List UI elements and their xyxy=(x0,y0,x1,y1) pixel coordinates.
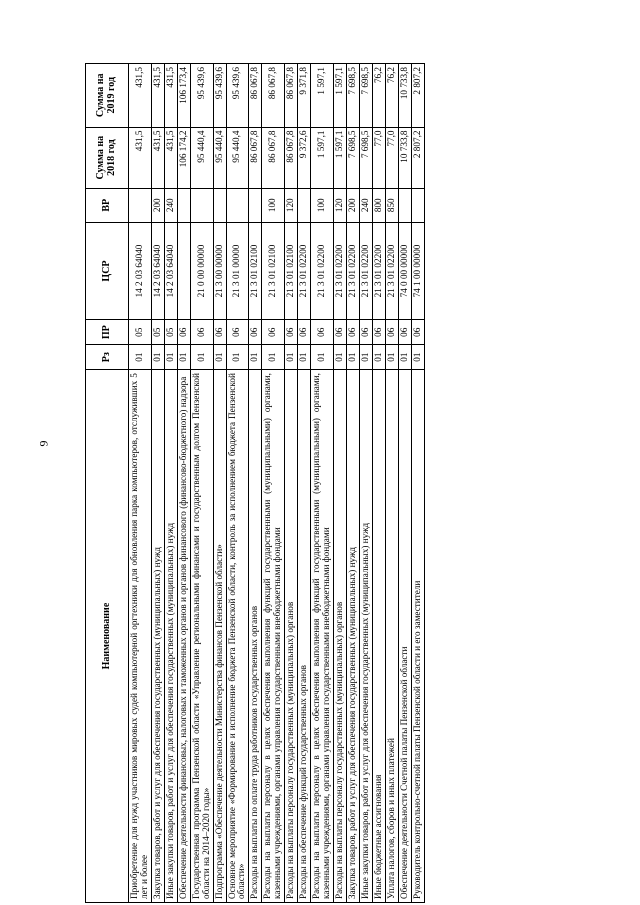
table-body xyxy=(129,64,425,903)
cell-sum-2018: 7 698,5 xyxy=(359,127,372,188)
cell-pr: 06 xyxy=(385,320,398,345)
table-row xyxy=(359,64,372,903)
cell-csr: 21 3 01 02200 xyxy=(372,222,385,320)
cell-rz: 01 xyxy=(398,345,411,370)
cell-rz: 01 xyxy=(177,345,190,370)
table-row xyxy=(249,64,262,903)
header-sum-2018: Сумма на 2018 год xyxy=(86,127,129,188)
cell-name: Обеспечение деятельности Счетной палаты Пензенской области xyxy=(398,370,411,903)
cell-csr: 21 3 01 02200 xyxy=(359,222,372,320)
cell-vr: 120 xyxy=(333,188,346,222)
cell-sum-2019: 86 067,8 xyxy=(285,64,298,128)
header-pr: ПР xyxy=(86,320,129,345)
cell-pr: 06 xyxy=(333,320,346,345)
cell-csr: 14 2 03 64040 xyxy=(129,222,152,320)
cell-rz: 01 xyxy=(190,345,213,370)
cell-sum-2018: 1 597,1 xyxy=(333,127,346,188)
cell-vr: 850 xyxy=(385,188,398,222)
cell-rz: 01 xyxy=(359,345,372,370)
cell-rz: 01 xyxy=(411,345,424,370)
cell-csr xyxy=(177,222,190,320)
cell-vr xyxy=(411,188,424,222)
cell-sum-2019: 7 698,5 xyxy=(359,64,372,128)
table-header xyxy=(86,64,129,903)
cell-rz: 01 xyxy=(285,345,298,370)
cell-pr: 06 xyxy=(285,320,298,345)
cell-vr: 240 xyxy=(164,188,177,222)
cell-sum-2019: 76,2 xyxy=(385,64,398,128)
cell-sum-2019: 9 371,8 xyxy=(298,64,311,128)
cell-name: Иные закупки товаров, работ и услуг для обеспечения государственных (муниципальных) нужд xyxy=(164,370,177,903)
cell-name: Закупка товаров, работ и услуг для обеспечения государственных (муниципальных) нужд xyxy=(151,370,164,903)
cell-pr: 06 xyxy=(398,320,411,345)
cell-sum-2018: 7 698,5 xyxy=(346,127,359,188)
cell-pr: 06 xyxy=(311,320,334,345)
header-csr: ЦСР xyxy=(86,222,129,320)
cell-pr: 06 xyxy=(411,320,424,345)
cell-rz: 01 xyxy=(213,345,226,370)
cell-csr: 14 2 03 64040 xyxy=(151,222,164,320)
cell-vr: 100 xyxy=(311,188,334,222)
table-row xyxy=(311,64,334,903)
cell-pr: 06 xyxy=(359,320,372,345)
cell-name: Приобретение для нужд участников мировых судей компьютерной оргтехники для обновления парка компьютеров, отслуживших 5 лет и более xyxy=(129,370,152,903)
budget-table-container xyxy=(85,63,425,903)
cell-vr xyxy=(190,188,213,222)
cell-csr: 21 3 01 02200 xyxy=(346,222,359,320)
cell-pr: 06 xyxy=(298,320,311,345)
cell-sum-2019: 10 733,8 xyxy=(398,64,411,128)
cell-sum-2018: 9 372,6 xyxy=(298,127,311,188)
cell-sum-2019: 2 807,2 xyxy=(411,64,424,128)
table-row xyxy=(151,64,164,903)
cell-name: Государственная программа Пензенской области «Управление региональными финансами и государственным долгом Пензенской области на 2014–2020 годы» xyxy=(190,370,213,903)
cell-sum-2018: 10 733,8 xyxy=(398,127,411,188)
cell-vr: 200 xyxy=(151,188,164,222)
cell-sum-2018: 95 440,4 xyxy=(213,127,226,188)
cell-csr: 21 3 01 02200 xyxy=(298,222,311,320)
cell-name: Обеспечение деятельности финансовых, налоговых и таможенных органов и органов финансового (финансово-бюджетного) надзора xyxy=(177,370,190,903)
page-number: 9 xyxy=(36,440,51,447)
cell-sum-2018: 86 067,8 xyxy=(285,127,298,188)
cell-csr: 21 3 01 02200 xyxy=(311,222,334,320)
cell-sum-2018: 106 174,2 xyxy=(177,127,190,188)
cell-csr: 21 3 01 02100 xyxy=(262,222,285,320)
cell-csr: 74 1 00 00000 xyxy=(411,222,424,320)
table-row xyxy=(398,64,411,903)
cell-csr: 21 3 01 00000 xyxy=(226,222,249,320)
header-rz: Рз xyxy=(86,345,129,370)
cell-sum-2018: 431,5 xyxy=(164,127,177,188)
cell-rz: 01 xyxy=(226,345,249,370)
cell-csr: 21 3 01 02100 xyxy=(249,222,262,320)
cell-rz: 01 xyxy=(151,345,164,370)
cell-name: Расходы на выплаты персоналу государственных (муниципальных) органов xyxy=(333,370,346,903)
cell-sum-2019: 86 067,8 xyxy=(262,64,285,128)
cell-name: Расходы на выплаты персоналу государственных (муниципальных) органов xyxy=(285,370,298,903)
cell-vr xyxy=(398,188,411,222)
cell-name: Иные закупки товаров, работ и услуг для обеспечения государственных (муниципальных) нужд xyxy=(359,370,372,903)
cell-rz: 01 xyxy=(333,345,346,370)
cell-pr: 06 xyxy=(346,320,359,345)
cell-pr: 05 xyxy=(129,320,152,345)
cell-name: Закупка товаров, работ и услуг для обеспечения государственных (муниципальных) нужд xyxy=(346,370,359,903)
cell-name: Подпрограмма «Обеспечение деятельности Министерства финансов Пензенской области» xyxy=(213,370,226,903)
cell-rz: 01 xyxy=(249,345,262,370)
cell-sum-2018: 77,0 xyxy=(385,127,398,188)
header-sum-2019: Сумма на 2019 год xyxy=(86,64,129,128)
cell-sum-2018: 95 440,4 xyxy=(190,127,213,188)
cell-csr: 21 3 01 02100 xyxy=(285,222,298,320)
cell-pr: 06 xyxy=(177,320,190,345)
table-row xyxy=(333,64,346,903)
cell-csr: 14 2 03 64040 xyxy=(164,222,177,320)
cell-sum-2019: 106 173,4 xyxy=(177,64,190,128)
cell-sum-2019: 95 439,6 xyxy=(226,64,249,128)
cell-name: Расходы на выплаты персоналу в целях обеспечения выполнения функций государственными (муниципальными) органами, казенными учреждениями, органами управления государственными внебюджетными фондами xyxy=(262,370,285,903)
header-vr: ВР xyxy=(86,188,129,222)
cell-csr: 21 3 00 00000 xyxy=(213,222,226,320)
cell-sum-2019: 431,5 xyxy=(164,64,177,128)
cell-pr: 06 xyxy=(262,320,285,345)
cell-rz: 01 xyxy=(164,345,177,370)
table-row xyxy=(177,64,190,903)
cell-sum-2019: 431,5 xyxy=(129,64,152,128)
cell-pr: 05 xyxy=(164,320,177,345)
table-row xyxy=(285,64,298,903)
cell-vr: 200 xyxy=(346,188,359,222)
table-row xyxy=(346,64,359,903)
cell-pr: 06 xyxy=(249,320,262,345)
cell-vr xyxy=(177,188,190,222)
table-row xyxy=(190,64,213,903)
table-row xyxy=(213,64,226,903)
cell-rz: 01 xyxy=(385,345,398,370)
cell-sum-2019: 7 698,5 xyxy=(346,64,359,128)
cell-csr: 21 3 01 02200 xyxy=(333,222,346,320)
cell-pr: 06 xyxy=(372,320,385,345)
table-row xyxy=(129,64,152,903)
table-row xyxy=(372,64,385,903)
cell-name: Расходы на выплаты по оплате труда работников государственных органов xyxy=(249,370,262,903)
cell-sum-2019: 1 597,1 xyxy=(333,64,346,128)
cell-rz: 01 xyxy=(311,345,334,370)
cell-sum-2019: 86 067,8 xyxy=(249,64,262,128)
cell-csr: 74 0 00 00000 xyxy=(398,222,411,320)
cell-rz: 01 xyxy=(129,345,152,370)
cell-sum-2018: 431,5 xyxy=(151,127,164,188)
cell-vr xyxy=(213,188,226,222)
cell-sum-2018: 95 440,4 xyxy=(226,127,249,188)
table-row xyxy=(385,64,398,903)
cell-csr: 21 3 01 02200 xyxy=(385,222,398,320)
cell-name: Расходы на выплаты персоналу в целях обеспечения выполнения функций государственными (муниципальными) органами, казенными учреждениями, органами управления государственными внебюджетными фондами xyxy=(311,370,334,903)
table-row xyxy=(411,64,424,903)
table-row xyxy=(226,64,249,903)
cell-pr: 05 xyxy=(151,320,164,345)
cell-vr: 240 xyxy=(359,188,372,222)
cell-sum-2018: 431,5 xyxy=(129,127,152,188)
cell-rz: 01 xyxy=(298,345,311,370)
cell-name: Руководитель контрольно-счетной палаты Пензенской области и его заместители xyxy=(411,370,424,903)
cell-sum-2018: 86 067,8 xyxy=(262,127,285,188)
table-row xyxy=(164,64,177,903)
cell-sum-2018: 77,0 xyxy=(372,127,385,188)
cell-csr: 21 0 00 00000 xyxy=(190,222,213,320)
cell-pr: 06 xyxy=(213,320,226,345)
cell-pr: 06 xyxy=(190,320,213,345)
cell-vr xyxy=(129,188,152,222)
budget-table xyxy=(85,63,425,903)
cell-sum-2019: 95 439,6 xyxy=(213,64,226,128)
cell-pr: 06 xyxy=(226,320,249,345)
cell-sum-2018: 1 597,1 xyxy=(311,127,334,188)
cell-rz: 01 xyxy=(372,345,385,370)
cell-vr: 800 xyxy=(372,188,385,222)
table-row xyxy=(262,64,285,903)
cell-name: Уплата налогов, сборов и иных платежей xyxy=(385,370,398,903)
table-row xyxy=(298,64,311,903)
cell-sum-2019: 76,2 xyxy=(372,64,385,128)
cell-sum-2019: 1 597,1 xyxy=(311,64,334,128)
cell-name: Расходы на обеспечение функций государственных органов xyxy=(298,370,311,903)
cell-vr: 100 xyxy=(262,188,285,222)
cell-rz: 01 xyxy=(346,345,359,370)
cell-sum-2018: 86 067,8 xyxy=(249,127,262,188)
cell-vr: 120 xyxy=(285,188,298,222)
cell-vr xyxy=(249,188,262,222)
cell-name: Основное мероприятие «Формирование и исполнение бюджета Пензенской области, контроль за исполнением бюджета Пензенской области» xyxy=(226,370,249,903)
header-row xyxy=(86,64,129,903)
cell-sum-2018: 2 807,2 xyxy=(411,127,424,188)
header-name: Наименование xyxy=(86,370,129,903)
cell-vr xyxy=(226,188,249,222)
cell-vr xyxy=(298,188,311,222)
cell-sum-2019: 431,5 xyxy=(151,64,164,128)
cell-sum-2019: 95 439,6 xyxy=(190,64,213,128)
cell-name: Иные бюджетные ассигнования xyxy=(372,370,385,903)
cell-rz: 01 xyxy=(262,345,285,370)
